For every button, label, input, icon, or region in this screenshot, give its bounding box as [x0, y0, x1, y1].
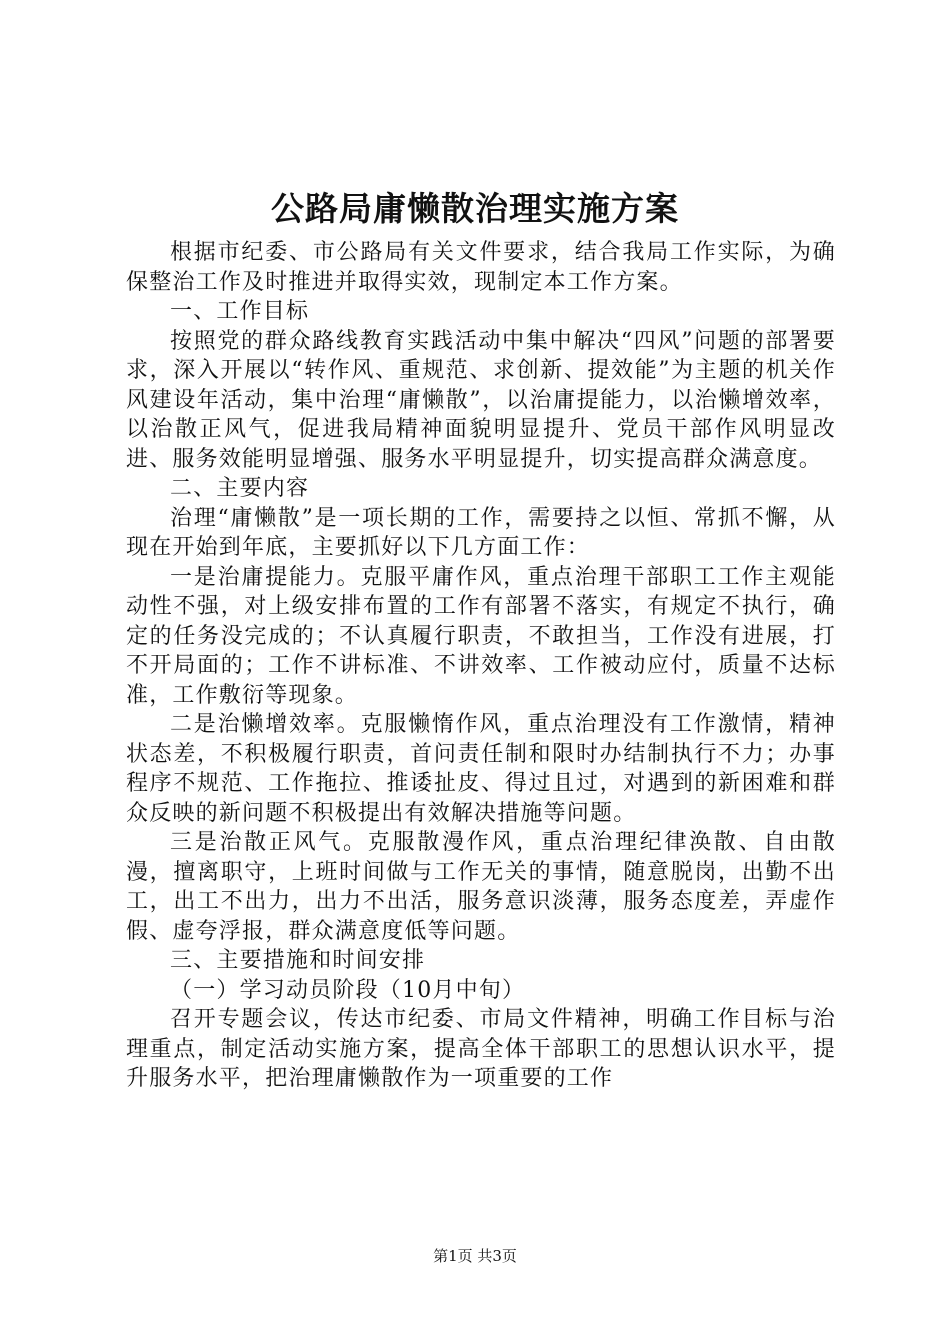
- section-heading-content: 二、主要内容: [170, 476, 310, 501]
- section-heading-measures: 三、主要措施和时间安排: [170, 948, 426, 973]
- content-item-2-paragraph: 二是治懒增效率。克服懒惰作风，重点治理没有工作激情，精神状态差，不积极履行职责，首问责任制和限时办结制执行不力；办事程序不规范、工作拖拉、推诿扯皮、得过且过，对遇到的新困难和群众反映的新问题不积极提出有效解决措施等问题。: [126, 712, 836, 826]
- stage-1-paragraph: 召开专题会议，传达市纪委、市局文件精神，明确工作目标与治理重点，制定活动实施方案，提高全体干部职工的思想认识水平，提升服务水平，把治理庸懒散作为一项重要的工作: [126, 1007, 836, 1091]
- subsection-heading-stage-1: （一）学习动员阶段（10月中旬）: [170, 977, 526, 1003]
- page-footer: 第1页 共3页: [433, 1247, 517, 1265]
- section-heading-goals: 一、工作目标: [170, 299, 310, 324]
- content-item-1-paragraph: 一是治庸提能力。克服平庸作风，重点治理干部职工工作主观能动性不强，对上级安排布置的工作有部署不落实，有规定不执行，确定的任务没完成的；不认真履行职责，不敢担当，工作没有进展，打不开局面的；工作不讲标准、不讲效率、工作被动应付，质量不达标准，工作敷衍等现象。: [126, 564, 836, 708]
- document-title: 公路局庸懒散治理实施方案: [271, 189, 679, 228]
- content-intro-paragraph: 治理“庸懒散”是一项长期的工作，需要持之以恒、常抓不懈，从现在开始到年底，主要抓好以下几方面工作：: [126, 505, 836, 560]
- document-body: [126, 238, 836, 1094]
- intro-paragraph: 根据市纪委、市公路局有关文件要求，结合我局工作实际，为确保整治工作及时推进并取得实效，现制定本工作方案。: [126, 240, 836, 295]
- goals-paragraph: 按照党的群众路线教育实践活动中集中解决“四风”问题的部署要求，深入开展以“转作风、重规范、求创新、提效能”为主题的机关作风建设年活动，集中治理“庸懒散”，以治庸提能力，以治懒增效率，以治散正风气，促进我局精神面貌明显提升、党员干部作风明显改进、服务效能明显增强、服务水平明显提升，切实提高群众满意度。: [126, 328, 836, 472]
- content-item-3-paragraph: 三是治散正风气。克服散漫作风，重点治理纪律涣散、自由散漫，擅离职守，上班时间做与工作无关的事情，随意脱岗，出勤不出工，出工不出力，出力不出活，服务意识淡薄，服务态度差，弄虚作假、虚夸浮报，群众满意度低等问题。: [126, 830, 836, 944]
